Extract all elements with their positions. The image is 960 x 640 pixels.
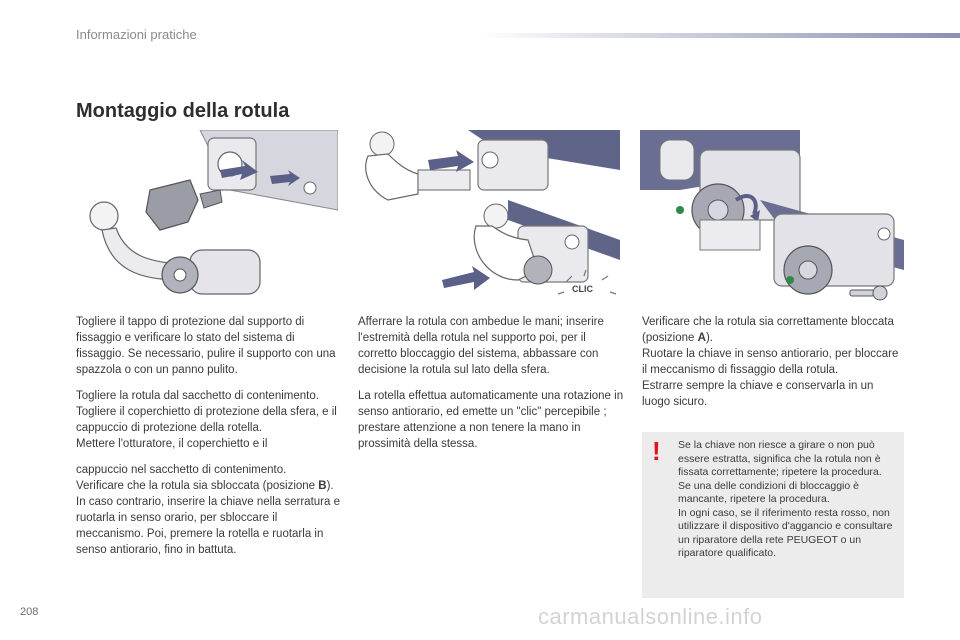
hitch-parts-illustration	[80, 130, 338, 302]
col3-p1-start: Verificare che la rotula sia correttamente bloccata (posizione	[642, 316, 894, 344]
watermark: carmanualsonline.info	[538, 604, 763, 629]
col3-paragraph-1	[642, 314, 904, 410]
text-column-1	[76, 314, 342, 568]
lock-key-illustration	[640, 130, 904, 302]
col2-paragraph-2: La rotella effettua automaticamente una rotazione in senso antiorario, ed emette un "clic" percepibile ; prestare attenzione a non tenere la mano in prossimità della stessa.	[358, 390, 624, 450]
text-column-3	[642, 314, 904, 420]
col1-paragraph-3	[76, 462, 342, 558]
page-title: Montaggio della rotula	[76, 100, 290, 122]
col3-p1-end: ). Ruotare la chiave in senso antiorario, per bloccare il meccanismo di fissaggio della rotula. Estrarre sempre la chiave e conservarla in un luogo sicuro.	[642, 332, 899, 408]
col3-p1-position-a: A	[697, 332, 706, 344]
page-number: 208	[20, 606, 39, 618]
col1-p3-end: ). In caso contrario, inserire la chiave nella serratura e ruotarla in senso orario, per sbloccare il meccanismo. Poi, premere la rotella e ruotarla in senso antiorario, fino in battuta.	[76, 480, 340, 556]
warning-box	[642, 432, 904, 598]
clic-label: CLIC	[572, 284, 593, 294]
figure-insert-hitch	[358, 130, 620, 302]
col1-paragraph-1: Togliere il tappo di protezione dal supporto di fissaggio e verificare lo stato del sistema di fissaggio. Se necessario, pulire il supporto con una spazzola o con un panno pulito.	[76, 316, 336, 376]
header-accent-bar	[480, 33, 960, 38]
text-column-2	[358, 314, 624, 462]
col1-p3-position-b: B	[318, 480, 327, 492]
warning-text: Se la chiave non riesce a girare o non può essere estratta, significa che la rotula non è fissata correttamente; ripetere la procedura. Se una delle condizioni di bloccaggio è mancante, ripetere la procedura. In ogni caso, se il riferimento resta rosso, non utilizzare il dispositivo d'aggancio e consultare un riparatore della rete PEUGEOT o un riparatore qualificato.	[678, 439, 893, 559]
figure-lock-key	[640, 130, 904, 302]
figure-hitch-parts	[80, 130, 338, 302]
col2-paragraph-1: Afferrare la rotula con ambedue le mani; inserire l'estremità della rotula nel supporto poi, per il corretto bloccaggio del sistema, abbassare con decisione la rotula sul lato della sfera.	[358, 316, 604, 376]
col1-p3-start: cappuccio nel sacchetto di contenimento. Verificare che la rotula sia sbloccata (posizione	[76, 464, 316, 492]
header-section-title: Informazioni pratiche	[76, 27, 197, 42]
warning-exclamation-icon: !	[652, 436, 661, 466]
insert-hitch-illustration	[358, 130, 620, 302]
col1-paragraph-2: Togliere la rotula dal sacchetto di contenimento. Togliere il coperchietto di protezione della sfera, e il cappuccio di protezione della rotella. Mettere l'otturatore, il coperchietto e il	[76, 390, 337, 450]
